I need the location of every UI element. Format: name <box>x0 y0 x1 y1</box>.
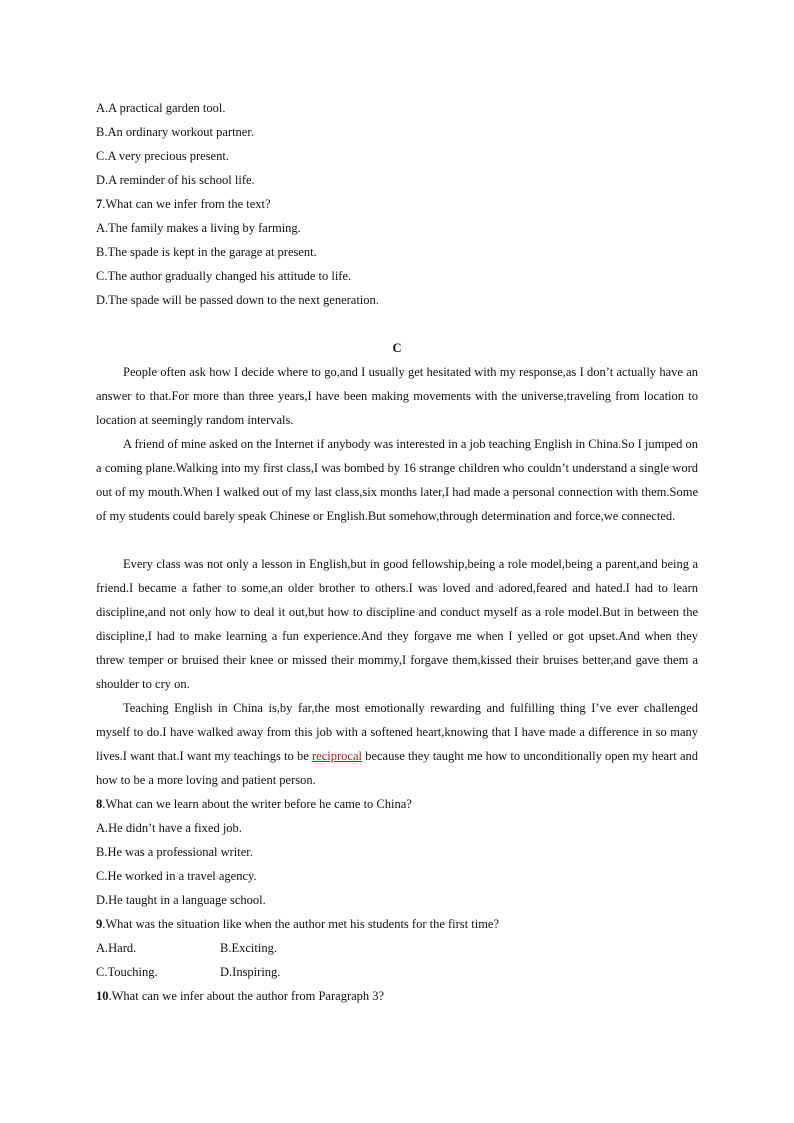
q9-option-a: A.Hard. <box>96 941 137 955</box>
q9-option-b: B.Exciting. <box>220 941 277 955</box>
q7-option-c: C.The author gradually changed his attitude to life. <box>96 269 352 283</box>
question-7-number: 7 <box>96 197 103 211</box>
q9-options-row-2 <box>96 963 281 981</box>
reciprocal-underlined-word: reciprocal <box>312 749 362 763</box>
q6-option-c: C.A very precious present. <box>96 149 229 163</box>
section-c-heading: C <box>392 341 402 355</box>
q9-option-c: C.Touching. <box>96 965 158 979</box>
question-7 <box>96 195 271 213</box>
question-10-number: 10 <box>96 989 109 1003</box>
question-9-number: 9 <box>96 917 103 931</box>
passage-paragraph-1: People often ask how I decide where to go,and I usually get hesitated with my response,as I don’t actually have an answer to that.For more than three years,I have been making movements with the universe,traveling from location to location at seemingly random intervals. <box>96 365 698 427</box>
q6-option-b: B.An ordinary workout partner. <box>96 125 254 139</box>
q8-option-c: C.He worked in a travel agency. <box>96 869 257 883</box>
question-7-text: .What can we infer from the text? <box>102 197 271 211</box>
paragraph-4-text-start: Teaching English in China is,by far,the most emotionally rewarding and fulfilling thing I’ve ever challenged myself to do.I have walked away from this job with a softened heart,knowing that I have made a difference in so many lives.I want that.I want my teachings to be <box>96 701 698 763</box>
question-8-text: .What can we learn about the writer before he came to China? <box>102 797 412 811</box>
question-8-number: 8 <box>96 797 103 811</box>
q9-option-d: D.Inspiring. <box>220 965 281 979</box>
q7-option-b: B.The spade is kept in the garage at present. <box>96 245 317 259</box>
q7-option-d: D.The spade will be passed down to the next generation. <box>96 293 379 307</box>
question-8 <box>96 795 412 813</box>
passage-paragraph-4 <box>96 696 698 792</box>
q9-options-row-1 <box>96 939 277 957</box>
paragraph-4-text-end: because they taught me how to unconditionally open my heart and how to be a more loving and patient person. <box>96 749 698 787</box>
question-9-text: .What was the situation like when the author met his students for the first time? <box>102 917 500 931</box>
question-9 <box>96 915 499 933</box>
passage-paragraph-3: Every class was not only a lesson in English,but in good fellowship,being a role model,being a parent,and being a friend.I became a father to some,an older brother to others.I was loved and adored,feared and hated.I had to learn discipline,and not only how to deal it out,but how to discipline and conduct myself as a role model.But in between the discipline,I had to make learning a fun experience.And they forgave me when I yelled or got upset.And when they threw temper or bruised their knee or missed their mommy,I forgave them,kissed their bruises better,and gave them a shoulder to cry on. <box>96 557 698 691</box>
q6-option-a: A.A practical garden tool. <box>96 101 226 115</box>
question-10-text: .What can we infer about the author from Paragraph 3? <box>108 989 385 1003</box>
q6-option-d: D.A reminder of his school life. <box>96 173 255 187</box>
q8-option-b: B.He was a professional writer. <box>96 845 253 859</box>
q8-option-d: D.He taught in a language school. <box>96 893 266 907</box>
q8-option-a: A.He didn’t have a fixed job. <box>96 821 242 835</box>
question-10 <box>96 987 384 1005</box>
q7-option-a: A.The family makes a living by farming. <box>96 221 301 235</box>
passage-paragraph-2: A friend of mine asked on the Internet if anybody was interested in a job teaching English in China.So I jumped on a coming plane.Walking into my first class,I was bombed by 16 strange children who couldn’t understand a single word out of my mouth.When I walked out of my last class,six months later,I had made a personal connection with them.Some of my students could barely speak Chinese or English.But somehow,through determination and force,we connected. <box>96 437 698 523</box>
